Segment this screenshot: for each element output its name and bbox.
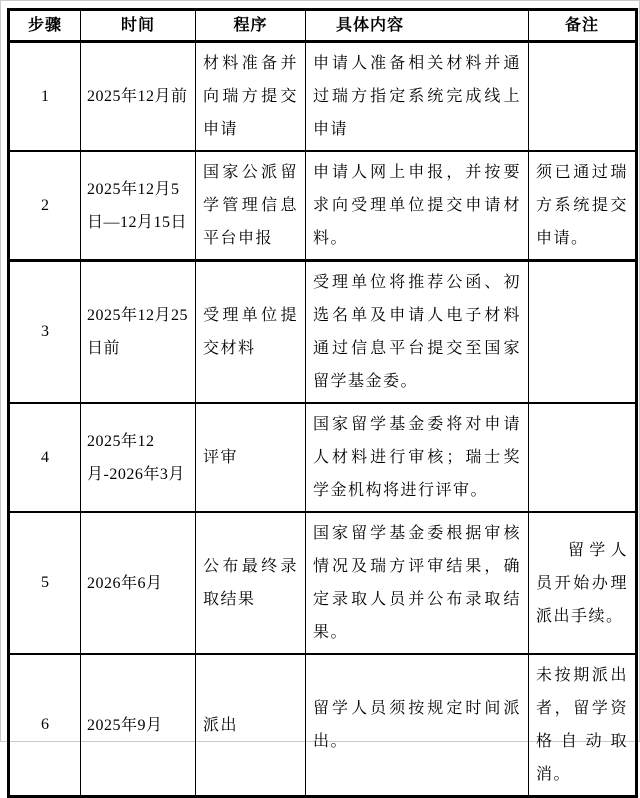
step-cell: 5 xyxy=(9,512,81,654)
content-cell: 申请人网上申报，并按要求向受理单位提交申请材料。 xyxy=(306,151,529,261)
procedure-cell: 评审 xyxy=(196,403,306,512)
content-cell: 留学人员须按规定时间派出。 xyxy=(306,654,529,797)
header-cell-content: 具体内容 xyxy=(306,10,529,42)
procedure-cell: 受理单位提交材料 xyxy=(196,261,306,404)
step-cell: 4 xyxy=(9,403,81,512)
remark-cell xyxy=(529,261,637,404)
procedure-cell: 派出 xyxy=(196,654,306,797)
content-cell: 受理单位将推荐公函、初选名单及申请人电子材料通过信息平台提交至国家留学基金委。 xyxy=(306,261,529,404)
time-cell: 2026年6月 xyxy=(81,512,196,654)
application-schedule-table xyxy=(7,8,638,798)
step-cell: 6 xyxy=(9,654,81,797)
header-cell-step: 步骤 xyxy=(9,10,81,42)
header-cell-time: 时间 xyxy=(81,10,196,42)
time-cell: 2025年9月 xyxy=(81,654,196,797)
step-cell: 2 xyxy=(9,151,81,261)
header-cell-procedure: 程序 xyxy=(196,10,306,42)
table-row xyxy=(9,42,637,152)
header-cell-remark: 备注 xyxy=(529,10,637,42)
time-cell: 2025年12月前 xyxy=(81,42,196,152)
table-row xyxy=(9,512,637,654)
table-row xyxy=(9,654,637,797)
content-cell: 申请人准备相关材料并通过瑞方指定系统完成线上申请 xyxy=(306,42,529,152)
procedure-cell: 材料准备并向瑞方提交申请 xyxy=(196,42,306,152)
procedure-cell: 公布最终录取结果 xyxy=(196,512,306,654)
remark-cell: 留学人员开始办理派出手续。 xyxy=(529,512,637,654)
time-cell: 2025年12月-2026年3月 xyxy=(81,403,196,512)
table-header-row xyxy=(9,10,637,42)
remark-cell: 未按期派出者，留学资格自动取消。 xyxy=(529,654,637,797)
content-cell: 国家留学基金委根据审核情况及瑞方评审结果，确定录取人员并公布录取结果。 xyxy=(306,512,529,654)
table-row xyxy=(9,403,637,512)
table-row xyxy=(9,261,637,404)
step-cell: 3 xyxy=(9,261,81,404)
time-cell: 2025年12月25日前 xyxy=(81,261,196,404)
procedure-cell: 国家公派留学管理信息平台申报 xyxy=(196,151,306,261)
remark-cell xyxy=(529,42,637,152)
table-row xyxy=(9,151,637,261)
remark-cell: 须已通过瑞方系统提交申请。 xyxy=(529,151,637,261)
content-cell: 国家留学基金委将对申请人材料进行审核；瑞士奖学金机构将进行评审。 xyxy=(306,403,529,512)
step-cell: 1 xyxy=(9,42,81,152)
time-cell: 2025年12月5日—12月15日 xyxy=(81,151,196,261)
remark-cell xyxy=(529,403,637,512)
